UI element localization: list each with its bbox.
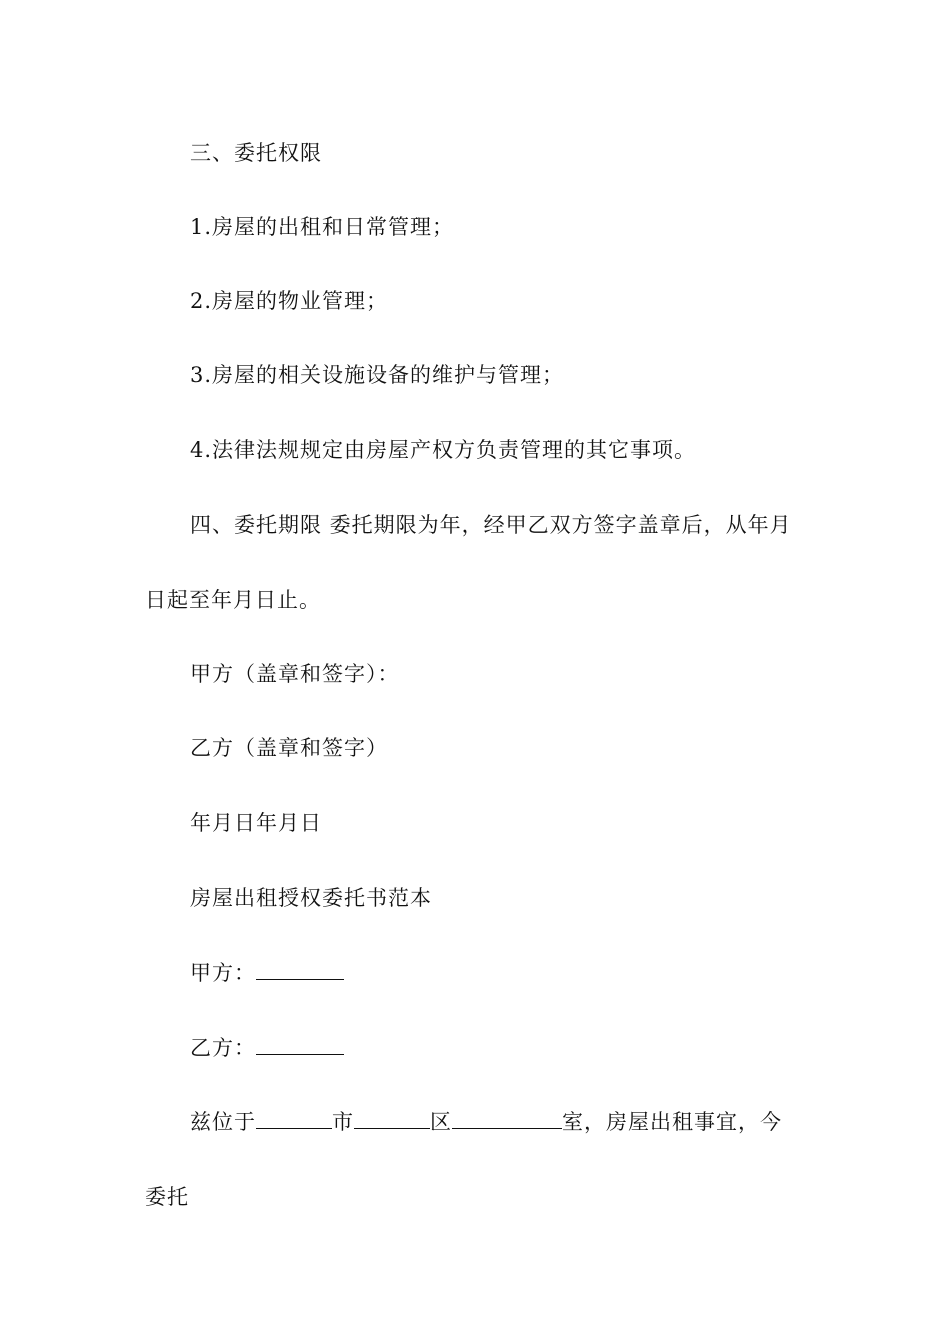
party-b-blank [256, 1034, 344, 1055]
section-heading-term: 四、委托期限 委托期限为年，经甲乙双方签字盖章后，从年月 [190, 513, 792, 537]
district-blank [354, 1108, 430, 1129]
party-a-line [190, 959, 344, 987]
authority-item-3: 3.房屋的相关设施设备的维护与管理； [190, 363, 565, 387]
party-a-signature: 甲方（盖章和签字）： [190, 662, 400, 686]
party-b-line [190, 1034, 344, 1062]
party-b-signature: 乙方（盖章和签字） [190, 736, 388, 760]
section-heading-authority: 三、委托权限 [190, 141, 322, 165]
city-suffix: 市 [332, 1110, 354, 1134]
address-prefix: 兹位于 [190, 1110, 256, 1134]
room-blank [452, 1108, 562, 1129]
room-suffix: 室，房屋出租事宜，今 [562, 1110, 782, 1134]
template-title: 房屋出租授权委托书范本 [190, 886, 432, 910]
party-a-blank [256, 959, 344, 980]
entrust-continuation: 委托 [145, 1185, 189, 1209]
signature-dates: 年月日年月日 [190, 811, 322, 835]
authority-item-2: 2.房屋的物业管理； [190, 289, 389, 313]
authority-item-1: 1.房屋的出租和日常管理； [190, 215, 455, 239]
term-continuation: 日起至年月日止。 [145, 588, 321, 612]
authority-item-4: 4.法律法规规定由房屋产权方负责管理的其它事项。 [190, 438, 697, 462]
address-line [190, 1108, 782, 1136]
party-b-label: 乙方： [190, 1036, 256, 1060]
district-suffix: 区 [430, 1110, 452, 1134]
city-blank [256, 1108, 332, 1129]
party-a-label: 甲方： [190, 961, 256, 985]
